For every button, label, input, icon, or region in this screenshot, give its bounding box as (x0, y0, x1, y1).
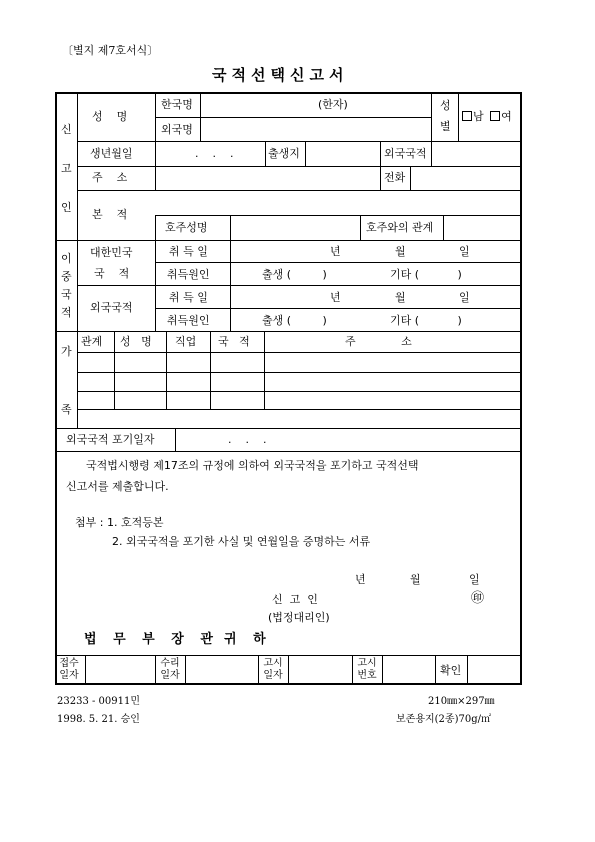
male-checkbox[interactable] (462, 111, 472, 121)
rule (230, 240, 231, 331)
recipient-suffix: 귀 하 (224, 632, 272, 647)
fr-acq-year: 년 (330, 291, 341, 304)
paper-type: 보존용지(2종)70g/㎡ (396, 714, 491, 725)
rule (77, 92, 78, 428)
applicant-group-label-2: 고 (61, 162, 72, 175)
renounce-date-label: 외국국적 포기일자 (66, 433, 155, 446)
rule (431, 92, 432, 141)
fr-other-option: 기타 ( ) (390, 314, 462, 327)
rule (185, 655, 186, 685)
kr-acq-date-label: 취 득 일 (169, 245, 208, 258)
family-group-label-1: 가 (61, 345, 72, 358)
kr-acq-month: 월 (395, 245, 406, 258)
phone-label: 전화 (384, 171, 406, 184)
birthdate-dots: . . . (195, 147, 234, 160)
kr-acq-day: 일 (459, 245, 470, 258)
dual-group-label-3: 국 (61, 288, 72, 301)
rule (155, 308, 521, 309)
rule (77, 352, 521, 353)
approval-date: 1998. 5. 21. 승인 (57, 714, 140, 725)
fr-acq-date-label: 취 득 일 (169, 291, 208, 304)
hanja-label: (한자) (318, 98, 348, 111)
fr-acq-day: 일 (459, 291, 470, 304)
rule (410, 166, 411, 190)
notice-no-label: 고시번호 (357, 658, 377, 681)
family-header-job: 직업 (175, 335, 197, 348)
fr-acq-reason-label: 취득원인 (167, 314, 210, 327)
family-header-nationality: 국 적 (218, 335, 250, 348)
dual-group-label-2: 중 (61, 270, 72, 283)
korean-nationality-label-1: 대한민국 (90, 246, 133, 259)
household-head-label: 호주성명 (165, 221, 208, 234)
rule (210, 331, 211, 409)
family-header-relation: 관계 (81, 335, 103, 348)
rule (77, 285, 521, 286)
rule (200, 92, 201, 141)
rule (155, 117, 431, 118)
attachment-1: 첨부 : 1. 호적등본 (75, 516, 164, 529)
rule (155, 92, 156, 190)
rule (467, 655, 468, 685)
rule (288, 655, 289, 685)
applicant-group-label-1: 신 (61, 123, 72, 136)
legal-agent-label: (법정대리인) (268, 611, 330, 624)
foreign-nationality-dual-label: 외국국적 (90, 301, 133, 314)
rule (380, 141, 381, 190)
form-code: 23233 - 00911민 (57, 696, 141, 707)
notice-date-label: 고시일자 (263, 658, 283, 681)
recipient: 법 무 부 장 관 (84, 632, 219, 647)
rule (55, 240, 521, 241)
rule (431, 141, 432, 166)
statement-line-1: 국적법시행령 제17조의 규정에 의하여 외국국적을 포기하고 국적선택 (86, 459, 419, 472)
rule (155, 655, 156, 685)
birthplace-label: 출생지 (268, 147, 300, 160)
sign-day: 일 (469, 573, 480, 586)
birthdate-label: 생년월일 (90, 147, 133, 160)
female-label: 여 (501, 110, 512, 123)
paper-size: 210㎜×297㎜ (428, 696, 495, 707)
kr-acq-reason-label: 취득원인 (167, 268, 210, 281)
renounce-date-dots: . . . (228, 433, 267, 446)
declarant-label: 신 고 인 (272, 593, 318, 606)
rule (352, 655, 353, 685)
rule (175, 428, 176, 451)
page-title: 국적선택신고서 (212, 66, 349, 84)
kr-other-option: 기타 ( ) (390, 268, 462, 281)
rule (85, 655, 86, 685)
statement-line-2: 신고서를 제출합니다. (66, 480, 169, 493)
rule (77, 409, 521, 410)
rule (360, 215, 361, 240)
kr-birth-option: 출생 ( ) (262, 268, 327, 281)
rule (77, 190, 521, 191)
sex-label-1: 성 (440, 99, 451, 112)
rule (77, 391, 521, 392)
rule (77, 372, 521, 373)
rule (258, 655, 259, 685)
rule (264, 331, 265, 409)
seal-mark: ㊞ (471, 591, 485, 606)
fr-birth-option: 출생 ( ) (262, 314, 327, 327)
female-checkbox[interactable] (490, 111, 500, 121)
rule (55, 451, 521, 452)
rule (265, 141, 266, 166)
address-label: 주 소 (92, 171, 128, 184)
registry-label: 본 적 (92, 208, 128, 221)
kr-acq-year: 년 (330, 245, 341, 258)
attachment-2: 2. 외국국적을 포기한 사실 및 연월일을 증명하는 서류 (112, 535, 371, 548)
rule (230, 215, 231, 240)
rule (382, 655, 383, 685)
sex-options (462, 111, 512, 122)
sex-label-2: 별 (440, 120, 451, 133)
rule (458, 92, 459, 141)
rule (155, 215, 156, 331)
sign-month: 월 (410, 573, 421, 586)
rule (435, 655, 436, 685)
applicant-group-label-3: 인 (61, 201, 72, 214)
family-group-label-2: 족 (61, 403, 72, 416)
confirm-label: 확인 (440, 664, 462, 677)
rule (114, 331, 115, 409)
receipt-date-label: 접수일자 (59, 658, 79, 681)
rule (166, 331, 167, 409)
family-header-address: 주 소 (345, 335, 412, 348)
relation-to-head-label: 호주와의 관계 (366, 221, 434, 234)
rule (155, 262, 521, 263)
foreign-nationality-label: 외국국적 (384, 147, 427, 160)
rule (77, 166, 521, 167)
male-label: 남 (473, 110, 484, 123)
form-label: 〔별지 제7호서식〕 (62, 44, 159, 57)
sign-year: 년 (355, 573, 366, 586)
rule (305, 141, 306, 166)
name-label: 성 명 (92, 110, 128, 123)
foreign-name-label: 외국명 (161, 123, 193, 136)
rule (55, 428, 521, 429)
dual-group-label-4: 적 (61, 306, 72, 319)
korean-nationality-label-2: 국 적 (94, 267, 130, 280)
dual-group-label-1: 이 (61, 252, 72, 265)
family-header-name: 성 명 (120, 335, 152, 348)
rule (55, 331, 521, 332)
rule (443, 215, 444, 240)
accept-date-label: 수리일자 (160, 658, 180, 681)
korean-name-label: 한국명 (161, 98, 193, 111)
rule (155, 215, 521, 216)
fr-acq-month: 월 (395, 291, 406, 304)
rule (77, 141, 521, 142)
